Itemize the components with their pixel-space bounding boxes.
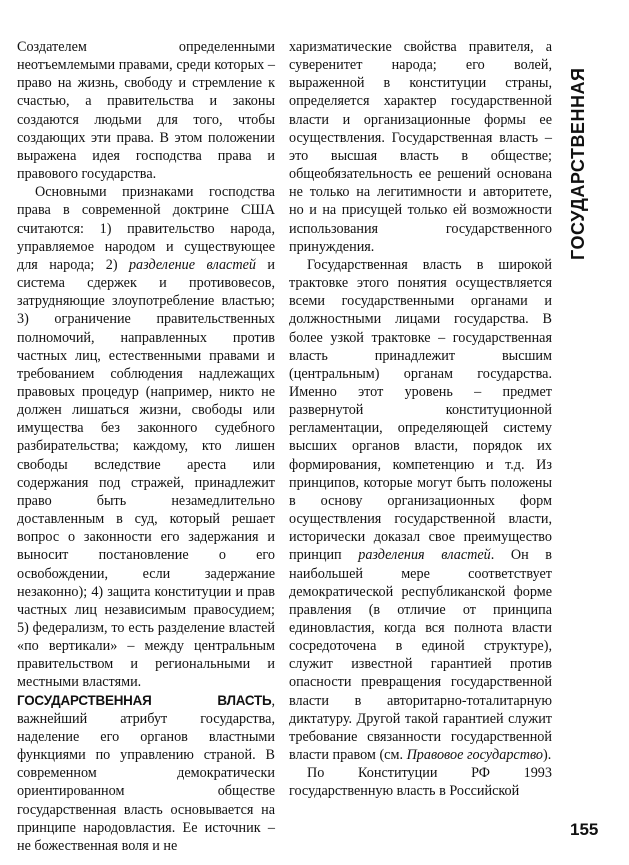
running-head: ГОСУДАРСТВЕННАЯ: [568, 67, 588, 260]
paragraph-text: Основными признаками господства права в современной доктрине США считаются: 1) правительство народа, управляемое народом и существующее для народа; 2): [17, 184, 275, 273]
emphasis-term: разделение властей: [128, 256, 256, 273]
cross-reference: Правовое государство: [406, 747, 544, 764]
page-number: 155: [570, 820, 599, 839]
entry-definition: , важнейший атрибут государства, наделение его органов властными функциями по управлению страной. В современном демократически ориентированном обществе государственная власть основывается на принципе народовластия. Ее источник – не божественная воля и не: [17, 692, 275, 854]
paragraph-text: харизматические свойства правителя, а суверенитет народа; его волей, выраженной в конституции страны, определяется характер государственной власти и организационные формы ее осуществления. Государственная власть – это высшая власть в обществе; общеобязательность ее решений основана не только на легитимности и авторитете, но и на присущей только ей возможности использования государственного принуждения.: [289, 39, 552, 255]
paragraph-rights-of-people: [17, 38, 275, 183]
left-column: [17, 38, 275, 855]
paragraph-text: ).: [543, 747, 552, 764]
dictionary-entry-state-power: [17, 692, 275, 855]
paragraph-text: Государственная власть в широкой трактовке этого понятия осуществляется всеми государственными органами и должностными лицами государства. В более узкой трактовке – государственная власть принадлежит высшим (центральным) органам государства. Именно этот уровень – предмет развернутой конституционной регламентации, определяющей систему высших органов власти, порядок их формирования, компетенцию и т.д. Из принципов, которые могут быть положены в основу организационных форм осуществления государственной власти, исторически доказал свое преимущество принцип: [289, 256, 552, 564]
paragraph-text: . Он в наибольшей мере соответствует демократической республиканской форме правления (в отличие от принципа единовластия, когда вся полнота власти сосредоточена в единой структуре), служит известной гарантией против опасности превращения государственной власти в авторитарно-тоталитарную диктатуру. Другой такой гарантией служит требование связанности государственной власти правом (см.: [289, 547, 552, 764]
paragraph-text: Создателем определенными неотъемлемыми правами, среди которых – право на жизнь, свободу и стремление к счастью, а правительства и законы создаются людьми для того, чтобы создающих эти права. В этом положении выражена идея господства права и правового государства.: [17, 39, 275, 183]
paragraph-broad-interpretation: [289, 256, 552, 764]
paragraph-charisma: [289, 38, 552, 256]
paragraph-text: По Конституции РФ 1993 государственную власть в Российской: [289, 765, 552, 800]
emphasis-term: разделения властей: [358, 547, 491, 564]
paragraph-text: и система сдержек и противовесов, затрудняющие злоупотребление властью; 3) ограничение правительственных полномочий, направленных против частных лиц, естественными правами и требованием соблюдения надлежащих правовых процедур (например, никто не должен лишаться жизни, свободы или имущества без законного судебного разбирательства; каждому, кто лишен свободы вследствие ареста или содержания под стражей, принадлежит право быть незамедлительно доставленным в суд, который решает вопрос о законности его задержания и выносит постановление о его освобождении, если задержание незаконно); 4) защита конституции и прав частных лиц независимым правосудием; 5) федерализм, то есть разделение властей «по вертикали» – между центральным правительством и региональными и местными властями.: [17, 256, 275, 691]
right-column: [289, 38, 552, 801]
paragraph-us-doctrine: [17, 183, 275, 691]
paragraph-constitution-1993: [289, 764, 552, 800]
entry-headword: ГОСУДАРСТВЕННАЯ ВЛАСТЬ: [17, 692, 272, 708]
